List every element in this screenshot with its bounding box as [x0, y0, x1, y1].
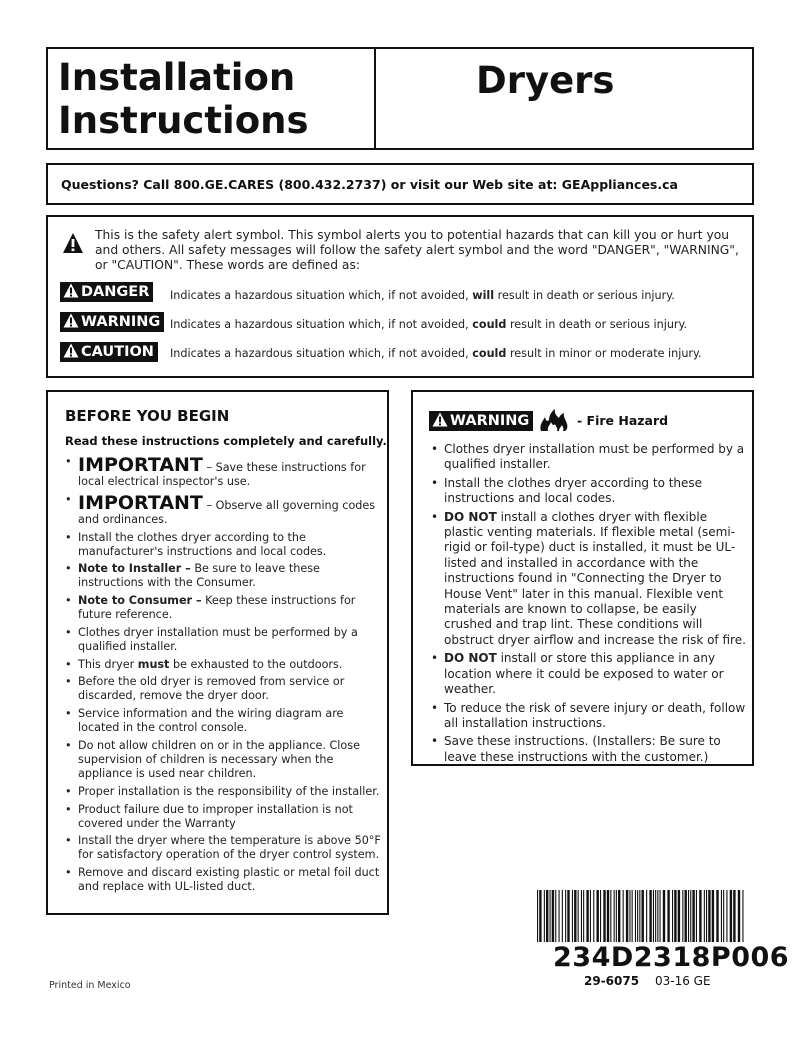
- barcode-bar: [562, 890, 563, 942]
- item-text: This dryer: [78, 657, 138, 671]
- barcode-bar: [738, 890, 740, 942]
- barcode-bar: [688, 890, 689, 942]
- barcode-bar: [723, 890, 724, 942]
- barcode-bar: [550, 890, 551, 942]
- fire-icon: [537, 408, 573, 432]
- barcode-bar: [639, 890, 640, 942]
- product-title: Dryers: [476, 59, 615, 102]
- warning-text: WARNING: [81, 314, 161, 330]
- title-box: [46, 47, 754, 150]
- safety-box: [46, 215, 754, 378]
- barcode-bar: [552, 890, 554, 942]
- item-text: Remove and discard existing plastic or metal foil duct and replace with UL-listed duct.: [78, 866, 380, 894]
- title-line-2: Instructions: [58, 99, 309, 142]
- item-text: Install the clothes dryer according to the manufacturer's instructions and local codes.: [78, 530, 327, 558]
- questions-box: [46, 163, 754, 205]
- item-text: install or store this appliance in any location where it could be exposed to water or weather.: [444, 651, 724, 697]
- danger-alert-icon: [63, 283, 79, 298]
- barcode-bar: [583, 890, 584, 942]
- before-you-begin-box: [46, 390, 389, 915]
- barcode-bar: [696, 890, 697, 942]
- warning-alert-icon: [432, 412, 448, 427]
- list-item: [64, 707, 382, 735]
- list-item: [430, 701, 748, 732]
- list-item: [64, 455, 382, 489]
- barcode-bar: [623, 890, 624, 942]
- barcode-bar: [590, 890, 591, 942]
- list-item: [64, 834, 382, 862]
- barcode-bar: [616, 890, 617, 942]
- barcode-bar: [593, 890, 594, 942]
- barcode-bar: [578, 890, 579, 942]
- barcode-bar: [730, 890, 732, 942]
- list-item: [64, 531, 382, 559]
- item-text: Install the clothes dryer according to these instructions and local codes.: [444, 475, 703, 506]
- barcode-bar: [597, 890, 599, 942]
- barcode-bar: [657, 890, 658, 942]
- barcode-bar: [733, 890, 735, 942]
- list-item: [64, 866, 382, 894]
- barcode-bar: [607, 890, 609, 942]
- item-text: – Save these instructions for local electrical inspector's use.: [78, 461, 366, 489]
- list-item: [64, 658, 382, 672]
- barcode-bar: [546, 890, 548, 942]
- list-item: [430, 442, 748, 473]
- barcode-bar: [663, 890, 665, 942]
- fire-warning-box: [411, 390, 754, 766]
- barcode-bar: [618, 890, 620, 942]
- barcode-bar: [678, 890, 680, 942]
- barcode-bar: [726, 890, 727, 942]
- definition-text: Indicates a hazardous situation which, if not avoided,: [170, 289, 473, 302]
- list-item: [430, 734, 748, 765]
- definition-text: result in death or serious injury.: [494, 289, 675, 302]
- barcode-bar: [586, 890, 588, 942]
- item-text: Before the old dryer is removed from service or discarded, remove the dryer door.: [78, 675, 345, 703]
- barcode-bar: [600, 890, 601, 942]
- barcode-bar: [632, 890, 633, 942]
- printed-in: Printed in Mexico: [49, 980, 131, 991]
- item-text: Keep these instructions for future reference.: [78, 594, 356, 622]
- safety-intro: This is the safety alert symbol. This symbol alerts you to potential hazards that can kill you or hurt you and others. All safety messages will follow the safety alert symbol and the word "DANGER", "WARNING", or "CAUTION". These words are defined as:: [95, 228, 739, 272]
- important-label: IMPORTANT: [78, 491, 203, 514]
- barcode-bar: [581, 890, 582, 942]
- barcode-bar: [642, 890, 644, 942]
- danger-label: [60, 282, 153, 302]
- item-text: To reduce the risk of severe injury or death, follow all installation instructions.: [444, 700, 746, 730]
- list-item: [64, 675, 382, 703]
- barcode-bar: [614, 890, 615, 942]
- barcode-bar: [610, 890, 611, 942]
- warning-list: [430, 442, 748, 768]
- item-emphasis: DO NOT: [444, 509, 497, 524]
- item-text: Proper installation is the responsibility of the installer.: [78, 784, 380, 798]
- document-number: 29-6075: [584, 974, 640, 988]
- item-emphasis: Note to Installer –: [78, 562, 191, 576]
- item-emphasis: must: [137, 657, 170, 671]
- fire-warning-label: [429, 411, 533, 431]
- item-text: Clothes dryer installation must be performed by a qualified installer.: [78, 625, 358, 653]
- list-item: [64, 562, 382, 590]
- list-item: [64, 626, 382, 654]
- barcode-bar: [539, 890, 541, 942]
- before-subheading: Read these instructions completely and carefully.: [65, 434, 387, 448]
- barcode-bar: [704, 890, 705, 942]
- barcode-bar: [559, 890, 560, 942]
- list-item: [430, 510, 748, 649]
- barcode-bar: [692, 890, 694, 942]
- danger-text: DANGER: [81, 284, 150, 300]
- item-text: – Observe all governing codes and ordinances.: [78, 498, 376, 526]
- barcode-bar: [572, 890, 573, 942]
- definition-text: result in minor or moderate injury.: [506, 347, 702, 360]
- barcode-bar: [637, 890, 638, 942]
- barcode-bar: [667, 890, 669, 942]
- barcode-bar: [674, 890, 676, 942]
- barcode-bar: [544, 890, 545, 942]
- barcode-bar: [626, 890, 628, 942]
- item-text: Be sure to leave these instructions with the Consumer.: [78, 562, 320, 590]
- warning-text: WARNING: [450, 413, 530, 429]
- list-item: [64, 785, 382, 799]
- barcode-bar: [672, 890, 673, 942]
- definition-emphasis: could: [472, 318, 507, 331]
- important-label: IMPORTANT: [78, 454, 203, 476]
- item-emphasis: DO NOT: [444, 651, 497, 666]
- before-list: [64, 455, 382, 898]
- caution-text: CAUTION: [81, 344, 154, 360]
- definition-emphasis: could: [472, 347, 507, 360]
- document-date: 03-16 GE: [655, 974, 711, 988]
- list-item: [64, 739, 382, 781]
- warning-alert-icon: [63, 313, 79, 328]
- caution-alert-icon: [63, 343, 79, 358]
- warning-label: [60, 312, 164, 332]
- definition-text: result in death or serious injury.: [506, 318, 688, 331]
- barcode-bar: [712, 890, 714, 942]
- barcode: [537, 890, 747, 942]
- item-text: Service information and the wiring diagram are located in the control console.: [78, 707, 344, 735]
- item-text: Do not allow children on or in the appliance. Close supervision of children is necessary when the appliance is used near children.: [78, 738, 360, 781]
- caution-definition: [170, 347, 702, 360]
- barcode-bar: [685, 890, 687, 942]
- list-item: [64, 803, 382, 831]
- item-emphasis: Note to Consumer –: [78, 594, 202, 608]
- barcode-bar: [653, 890, 654, 942]
- item-text: Product failure due to improper installation is not covered under the Warranty: [78, 802, 353, 830]
- barcode-bar: [660, 890, 661, 942]
- barcode-bar: [682, 890, 683, 942]
- barcode-bar: [699, 890, 701, 942]
- barcode-bar: [708, 890, 710, 942]
- caution-label: [60, 342, 158, 362]
- barcode-bar: [706, 890, 707, 942]
- definition-text: Indicates a hazardous situation which, if not avoided,: [170, 347, 473, 360]
- barcode-bar: [690, 890, 691, 942]
- barcode-bar: [574, 890, 576, 942]
- questions-text: Questions? Call 800.GE.CARES (800.432.2737) or visit our Web site at: GEAppliances.ca: [61, 177, 678, 192]
- barcode-bar: [649, 890, 651, 942]
- barcode-bar: [742, 890, 743, 942]
- before-heading: BEFORE YOU BEGIN: [65, 407, 230, 425]
- barcode-bar: [603, 890, 605, 942]
- barcode-bar: [716, 890, 718, 942]
- barcode-bar: [646, 890, 647, 942]
- item-text: be exhausted to the outdoors.: [169, 657, 343, 671]
- fire-hazard-text: - Fire Hazard: [577, 413, 669, 428]
- list-item: [430, 476, 748, 507]
- item-text: Save these instructions. (Installers: Be sure to leave these instructions with the customer.): [444, 734, 721, 764]
- list-item: [430, 651, 748, 697]
- danger-definition: [170, 289, 675, 302]
- list-item: [64, 493, 382, 527]
- barcode-bar: [635, 890, 636, 942]
- title-line-1: Installation: [58, 56, 296, 99]
- item-text: Install the dryer where the temperature is above 50°F for satisfactory operation of the dryer control system.: [78, 834, 381, 862]
- definition-emphasis: will: [472, 289, 495, 302]
- item-text: Clothes dryer installation must be performed by a qualified installer.: [444, 442, 745, 472]
- title-cell: [48, 49, 376, 148]
- barcode-bar: [565, 890, 566, 942]
- list-item: [64, 594, 382, 622]
- safety-alert-icon: [62, 232, 84, 254]
- barcode-bar: [567, 890, 569, 942]
- barcode-bar: [555, 890, 556, 942]
- warning-definition: [170, 318, 687, 331]
- barcode-bar: [655, 890, 656, 942]
- barcode-bar: [721, 890, 722, 942]
- part-number: 234D2318P006: [553, 942, 790, 973]
- definition-text: Indicates a hazardous situation which, if not avoided,: [170, 318, 473, 331]
- barcode-bar: [537, 890, 538, 942]
- item-text: install a clothes dryer with flexible plastic venting materials. If flexible metal (semi-rigid or foil-type) duct is installed, it must be UL-listed and installed in accordance with the instructions found in "Connecting the Dryer to House Vent" later in this manual. Flexible vent materials are known to collapse, be easily crushed and trap lint. These conditions will obstruct dryer airflow and increase the risk of fire.: [444, 509, 746, 647]
- barcode-bar: [629, 890, 630, 942]
